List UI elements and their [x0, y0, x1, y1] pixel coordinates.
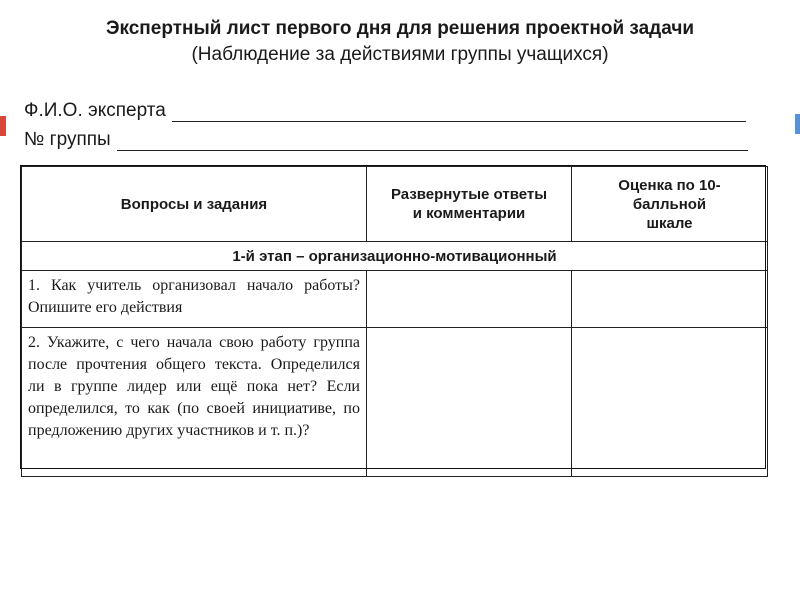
header-answers: Развернутые ответы и комментарии: [367, 167, 572, 242]
answer-cell[interactable]: [367, 271, 572, 328]
question-cell: 1. Как учитель организовал начало работы? Опишите его действия: [22, 271, 367, 328]
stage-row: [22, 242, 768, 271]
header-questions: Вопросы и задания: [22, 167, 367, 242]
group-number-field: [24, 129, 748, 151]
stage-label: 1-й этап – организационно-мотивационный: [22, 242, 768, 271]
assessment-table: [20, 165, 766, 469]
expert-name-label: Ф.И.О. эксперта: [24, 100, 166, 121]
score-cell[interactable]: [572, 328, 768, 477]
score-cell[interactable]: [572, 271, 768, 328]
expert-name-line[interactable]: [172, 105, 746, 122]
table-row: [22, 328, 768, 477]
group-number-line[interactable]: [117, 134, 748, 151]
table-header-row: [22, 167, 768, 242]
question-cell: 2. Укажите, с чего начала свою работу группа после прочтения общего текста. Определился ли в группе лидер или ещё пока нет? Если определился, то как (по своей инициативе, по предложению других участников и т. п.)?: [22, 328, 367, 477]
slide-marker-left: [0, 116, 6, 136]
table-bottom-rule: [20, 468, 766, 469]
slide-marker-right: [795, 114, 800, 134]
document-subtitle: (Наблюдение за действиями группы учащихся): [191, 44, 609, 65]
header-score: Оценка по 10-балльной шкале: [572, 167, 768, 242]
document-title: Экспертный лист первого дня для решения проектной задачи: [105, 18, 695, 39]
group-number-label: № группы: [24, 129, 111, 150]
table-row: [22, 271, 768, 328]
answer-cell[interactable]: [367, 328, 572, 477]
expert-name-field: [24, 100, 746, 122]
